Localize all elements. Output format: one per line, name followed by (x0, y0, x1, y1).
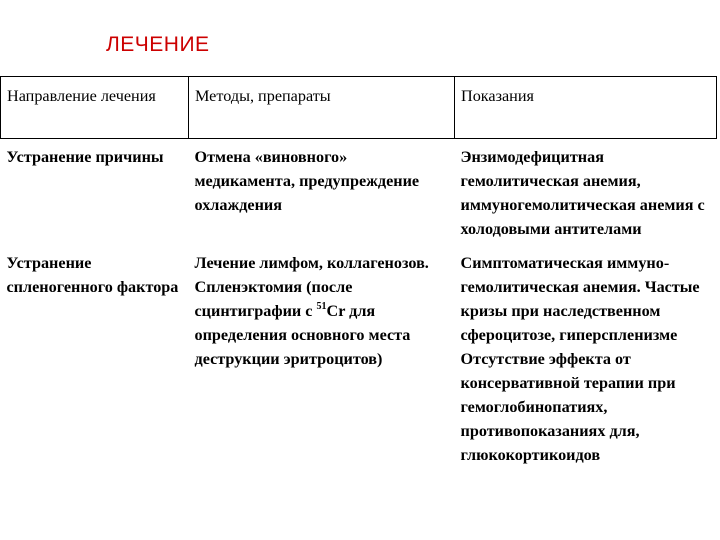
methods-text-after: Cr для определения основного места деструкции эритроцитов) (194, 302, 411, 368)
treatment-table (0, 76, 717, 471)
table-row (1, 245, 717, 471)
cell-direction: Устранение причины (6, 148, 164, 166)
slide-title: ЛЕЧЕНИЕ (106, 33, 210, 56)
cell-direction: Устранение спленогенного фактора (6, 254, 179, 296)
header-direction: Направление лечения (1, 77, 189, 139)
methods-text-before: Лечение лимфом, коллагенозов. Спленэктомия (после сцинтиграфии с (194, 254, 429, 320)
cell-indications: Энзимодефицитная гемолитическая анемия, иммуногемолитическая анемия с холодовыми антителами (460, 148, 705, 238)
table-header-row (1, 77, 717, 139)
cell-methods: Отмена «виновного» медикамента, предупреждение охлаждения (194, 148, 420, 214)
cell-methods (189, 245, 455, 471)
header-indications: Показания (455, 77, 717, 139)
table-row (1, 139, 717, 246)
cell-indications: Симптоматическая иммуно-гемолитическая анемия. Частые кризы при наследственном сфероцитозе, гиперспленизме Отсутствие эффекта от консервативной терапии при гемоглобинопатиях, противопоказаниях для, глюкокортикоидов (460, 254, 700, 464)
header-methods: Методы, препараты (189, 77, 455, 139)
isotope-superscript: 51 (316, 301, 327, 312)
